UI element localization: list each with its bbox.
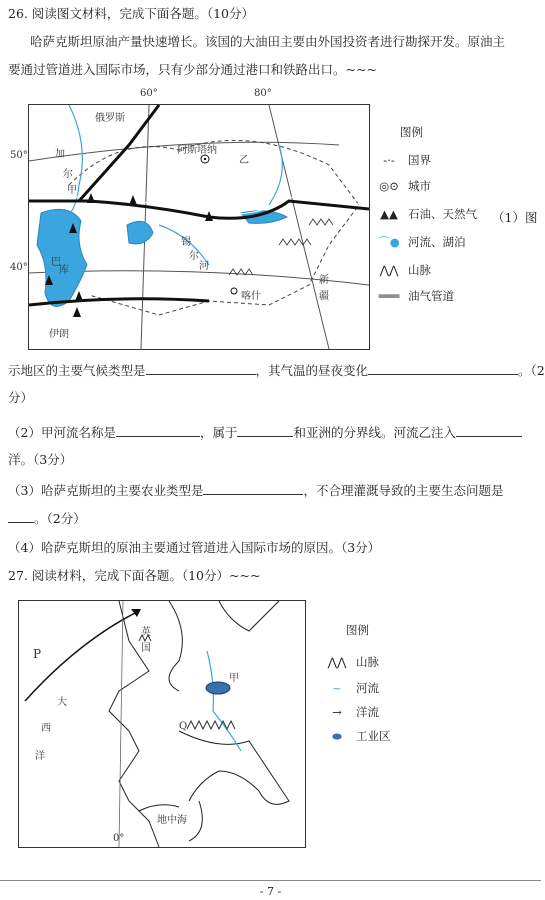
map2-legend-title: 图例 xyxy=(346,623,369,637)
answer-blank-temperature[interactable] xyxy=(368,362,518,375)
q26-heading: 26. 阅读图文材料，完成下面各题。（10分） xyxy=(8,6,255,21)
map-label-xin: 新 xyxy=(319,275,329,286)
industrial-area-icon: ⬬ xyxy=(332,729,342,743)
map-label-yi: 乙 xyxy=(239,155,249,166)
river-icon: ~ xyxy=(332,681,342,695)
map-label-jia-region: 加 xyxy=(55,149,65,160)
answer-blank-continent[interactable] xyxy=(237,424,293,437)
europe-map xyxy=(18,600,306,848)
footer-rule xyxy=(0,880,541,881)
map-label-kashi: 喀什 xyxy=(241,291,261,302)
river-lake-icon: ⌒● xyxy=(378,235,400,249)
q26-sub4: （4）哈萨克斯坦的原油主要通过管道进入国际市场的原因。（3分） xyxy=(8,540,381,555)
map-label-jia: 甲 xyxy=(229,673,239,684)
map2-legend xyxy=(322,622,432,752)
legend-current: → 洋流 xyxy=(322,704,379,720)
legend-industrial: ⬬ 工业区 xyxy=(322,728,391,744)
map-label-ying: 英 xyxy=(141,627,151,638)
city-icon: ◎⊙ xyxy=(379,179,399,193)
map-label-ba: 巴 xyxy=(51,257,61,268)
legend-river-lake: ⌒● 河流、湖泊 xyxy=(374,234,466,250)
legend-mountain: ⋀⋀ 山脉 xyxy=(374,262,431,278)
map-label-yang: 洋 xyxy=(35,751,45,762)
legend-river-2: ~ 河流 xyxy=(322,680,379,696)
map-label-lon80: 80° xyxy=(254,88,272,99)
q26-paragraph-line2: 要通过管道进入国际市场，只有少部分通过港口和铁路出口。~~~ xyxy=(8,62,377,77)
answer-blank-ecology[interactable] xyxy=(8,510,34,523)
map-label-mediterranean: 地中海 xyxy=(157,815,187,826)
map-label-er: 尔 xyxy=(189,251,199,262)
map-label-lat50: 50° xyxy=(10,150,28,161)
answer-blank-ocean[interactable] xyxy=(456,424,522,437)
q26-sub1-prefix: （1）图 xyxy=(492,210,538,225)
q26-sub3-tail: 。（2分） xyxy=(8,510,86,527)
mountain-icon: ⋀⋀ xyxy=(327,655,347,669)
map-label-iran: 伊朗 xyxy=(49,329,69,340)
map-label-he: 河 xyxy=(199,261,209,272)
pipeline-icon: ═══ xyxy=(378,289,400,303)
map-label-da: 大 xyxy=(57,697,67,708)
legend-oil-gas: ▲▲ 石油、天然气 xyxy=(374,206,477,222)
map-label-q: Q xyxy=(179,721,188,732)
q26-sub2-tail: 洋。（3分） xyxy=(8,452,73,467)
mountain-icon: ⋀⋀ xyxy=(379,263,399,277)
q26-sub3-line: （3）哈萨克斯坦的主要农业类型是 ，不合理灌溉导致的主要生态问题是 xyxy=(8,483,504,498)
q26-sub1-line: 示地区的主要气候类型是 ，其气温的昼夜变化 。（2 xyxy=(8,363,545,378)
map-label-p: P xyxy=(33,647,42,661)
q26-sub2-line: （2）甲河流名称是 ，属于 和亚洲的分界线。河流乙注入 xyxy=(8,424,522,441)
map-label-guo: 国 xyxy=(141,643,151,654)
map1-legend-title: 图例 xyxy=(400,125,423,139)
map-label-lon60: 60° xyxy=(140,88,158,99)
map-label-ku: 库 xyxy=(59,265,69,276)
page-number: - 7 - xyxy=(259,885,282,898)
map-label-astana: 阿斯塔纳 xyxy=(177,145,217,156)
answer-blank-river[interactable] xyxy=(116,424,200,437)
legend-mountain-2: ⋀⋀ 山脉 xyxy=(322,654,379,670)
legend-pipeline: ═══ 油气管道 xyxy=(374,288,454,304)
q26-sub1-tail: 分） xyxy=(8,390,34,405)
answer-blank-climate[interactable] xyxy=(146,362,256,375)
oil-gas-icon: ▲▲ xyxy=(380,207,398,221)
map-label-jiang: 疆 xyxy=(319,291,329,302)
map-label-wer: 尔 xyxy=(63,169,73,180)
kazakhstan-map xyxy=(28,104,370,350)
map-label-xi: 西 xyxy=(41,723,51,734)
q26-paragraph-line1: 哈萨克斯坦原油产量快速增长。该国的大油田主要由外国投资者进行勘探开发。原油主 xyxy=(30,34,506,49)
map-label-lat40: 40° xyxy=(10,262,28,273)
legend-city: ◎⊙ 城市 xyxy=(374,178,431,194)
map-label-russia: 俄罗斯 xyxy=(95,113,125,124)
current-arrow-icon: → xyxy=(332,705,342,719)
answer-blank-agriculture[interactable] xyxy=(203,482,303,495)
map-label-lon0: 0° xyxy=(113,833,125,844)
q27-heading: 27. 阅读材料，完成下面各题。（10分）~~~ xyxy=(8,568,261,583)
map-label-jia: 甲 xyxy=(67,185,77,196)
map1-legend xyxy=(374,124,484,314)
map-label-xi: 锡 xyxy=(181,237,191,248)
border-icon: -·- xyxy=(383,153,395,167)
legend-border: -·- 国界 xyxy=(374,152,431,168)
